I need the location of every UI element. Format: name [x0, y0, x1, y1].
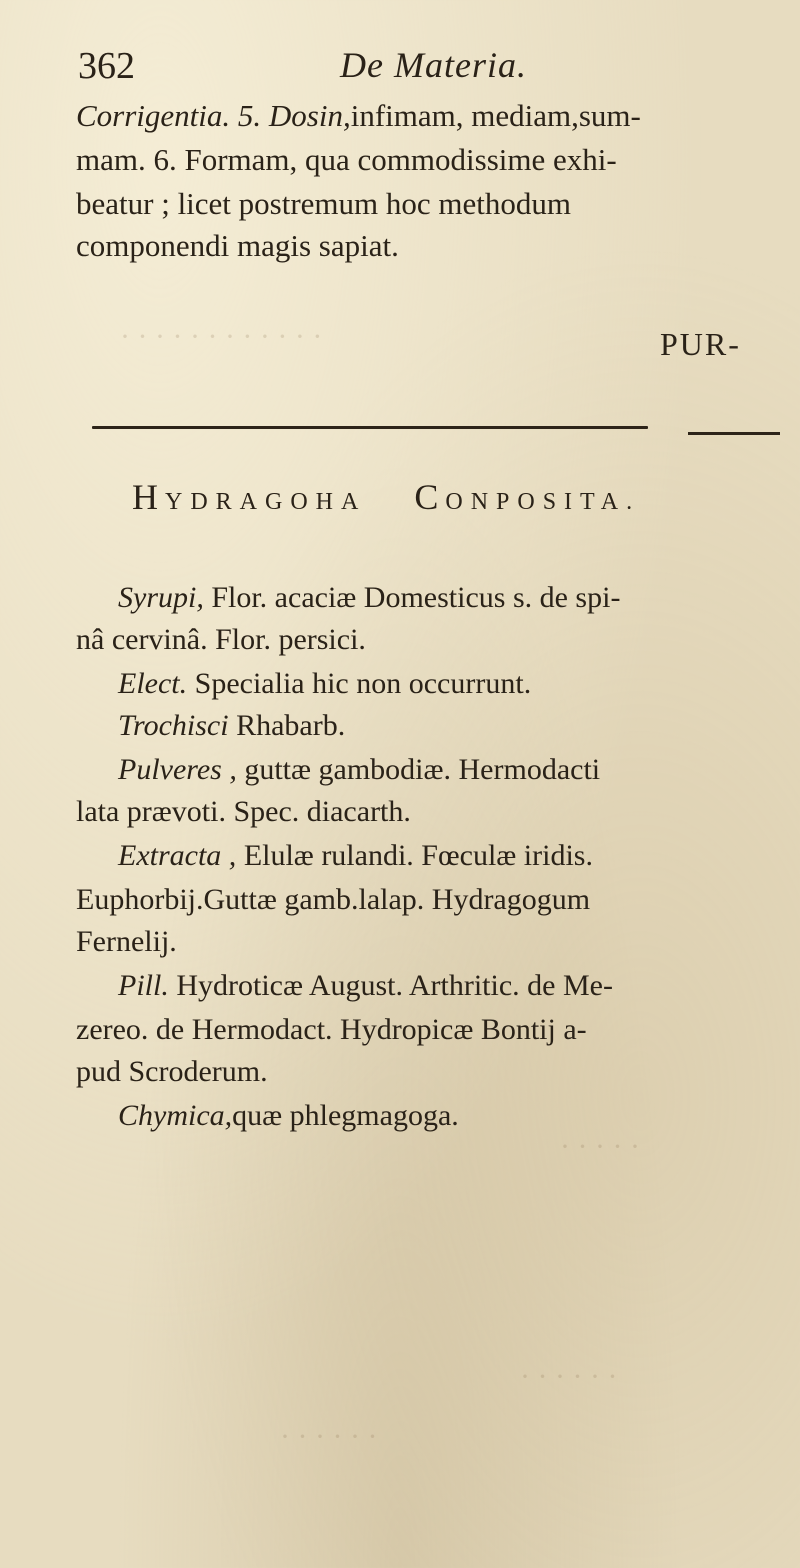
entry-line — [118, 706, 800, 746]
show-through-mark: · · · · · · · · · · · · — [120, 320, 323, 353]
intro-line — [76, 96, 776, 136]
entry-line — [76, 620, 796, 660]
entry-text: Rhabarb. — [236, 709, 346, 742]
page-number: 362 — [78, 45, 135, 87]
section-heading — [132, 476, 752, 518]
entry-line — [118, 966, 800, 1006]
intro-line-label: Corrigentia. 5. Dosin, — [76, 98, 351, 133]
heading-smallcaps: YDRAGOHA — [165, 489, 367, 515]
entry-line — [76, 1010, 796, 1050]
entry-text: Specialia hic non occurrunt. — [194, 667, 532, 700]
entry-label: Chymica, — [118, 1099, 233, 1132]
intro-line-text: beatur ; licet postremum hoc methodum — [76, 186, 572, 221]
entry-label: Extracta , — [118, 839, 237, 872]
intro-line — [76, 140, 776, 180]
entry-line — [118, 664, 800, 704]
show-through-mark: · · · · · · — [520, 1360, 618, 1393]
entry-text: pud Scroderum. — [76, 1055, 268, 1088]
entry-text: Flor. acaciæ Domesticus s. de spi- — [211, 581, 621, 614]
intro-line — [76, 184, 776, 224]
running-title: De Materia. — [340, 45, 527, 85]
entry-text: quæ phlegmagoga. — [232, 1099, 459, 1132]
intro-line-text: infimam, mediam,sum- — [350, 98, 641, 133]
intro-line — [76, 226, 776, 266]
ornamental-rule — [92, 426, 648, 429]
running-head — [78, 44, 718, 96]
ornamental-rule-short — [688, 432, 780, 435]
entry-line — [76, 1052, 796, 1092]
entry-text: nâ cervinâ. Flor. persici. — [76, 623, 366, 656]
entry-text: Euphorbij.Guttæ gamb.lalap. Hydragogum — [76, 883, 591, 916]
heading-smallcaps: ONPOSITA. — [445, 489, 641, 515]
entry-label: Syrupi, — [118, 581, 204, 614]
entry-line — [118, 750, 800, 790]
entry-label: Trochisci — [118, 709, 229, 742]
entry-text: zereo. de Hermodact. Hydropicæ Bontij a- — [76, 1013, 587, 1046]
entry-label: Pill. — [118, 969, 169, 1002]
show-through-mark: · · · · · · — [280, 1420, 378, 1453]
show-through-mark: · · · · · — [560, 1130, 640, 1163]
entry-text: Hydroticæ August. Arthritic. de Me- — [176, 969, 613, 1002]
intro-line-text: componendi magis sapiat. — [76, 228, 399, 263]
entry-line — [118, 578, 800, 618]
catchword: PUR- — [660, 326, 741, 362]
entry-text: lata prævoti. Spec. diacarth. — [76, 795, 411, 828]
entry-line — [76, 880, 796, 920]
intro-line-text: mam. 6. Formam, qua commodissime exhi- — [76, 142, 617, 177]
entry-line — [118, 836, 800, 876]
entry-text: Fernelij. — [76, 925, 177, 958]
entry-line — [76, 792, 796, 832]
entry-line — [118, 1096, 800, 1136]
heading-initial: C — [414, 477, 446, 517]
entry-line — [76, 922, 796, 962]
entry-label: Pulveres , — [118, 753, 237, 786]
entry-label: Elect. — [118, 667, 188, 700]
entry-text: guttæ gambodiæ. Hermodacti — [244, 753, 601, 786]
entry-text: Elulæ rulandi. Fœculæ iridis. — [243, 839, 593, 872]
heading-initial: H — [132, 477, 165, 517]
